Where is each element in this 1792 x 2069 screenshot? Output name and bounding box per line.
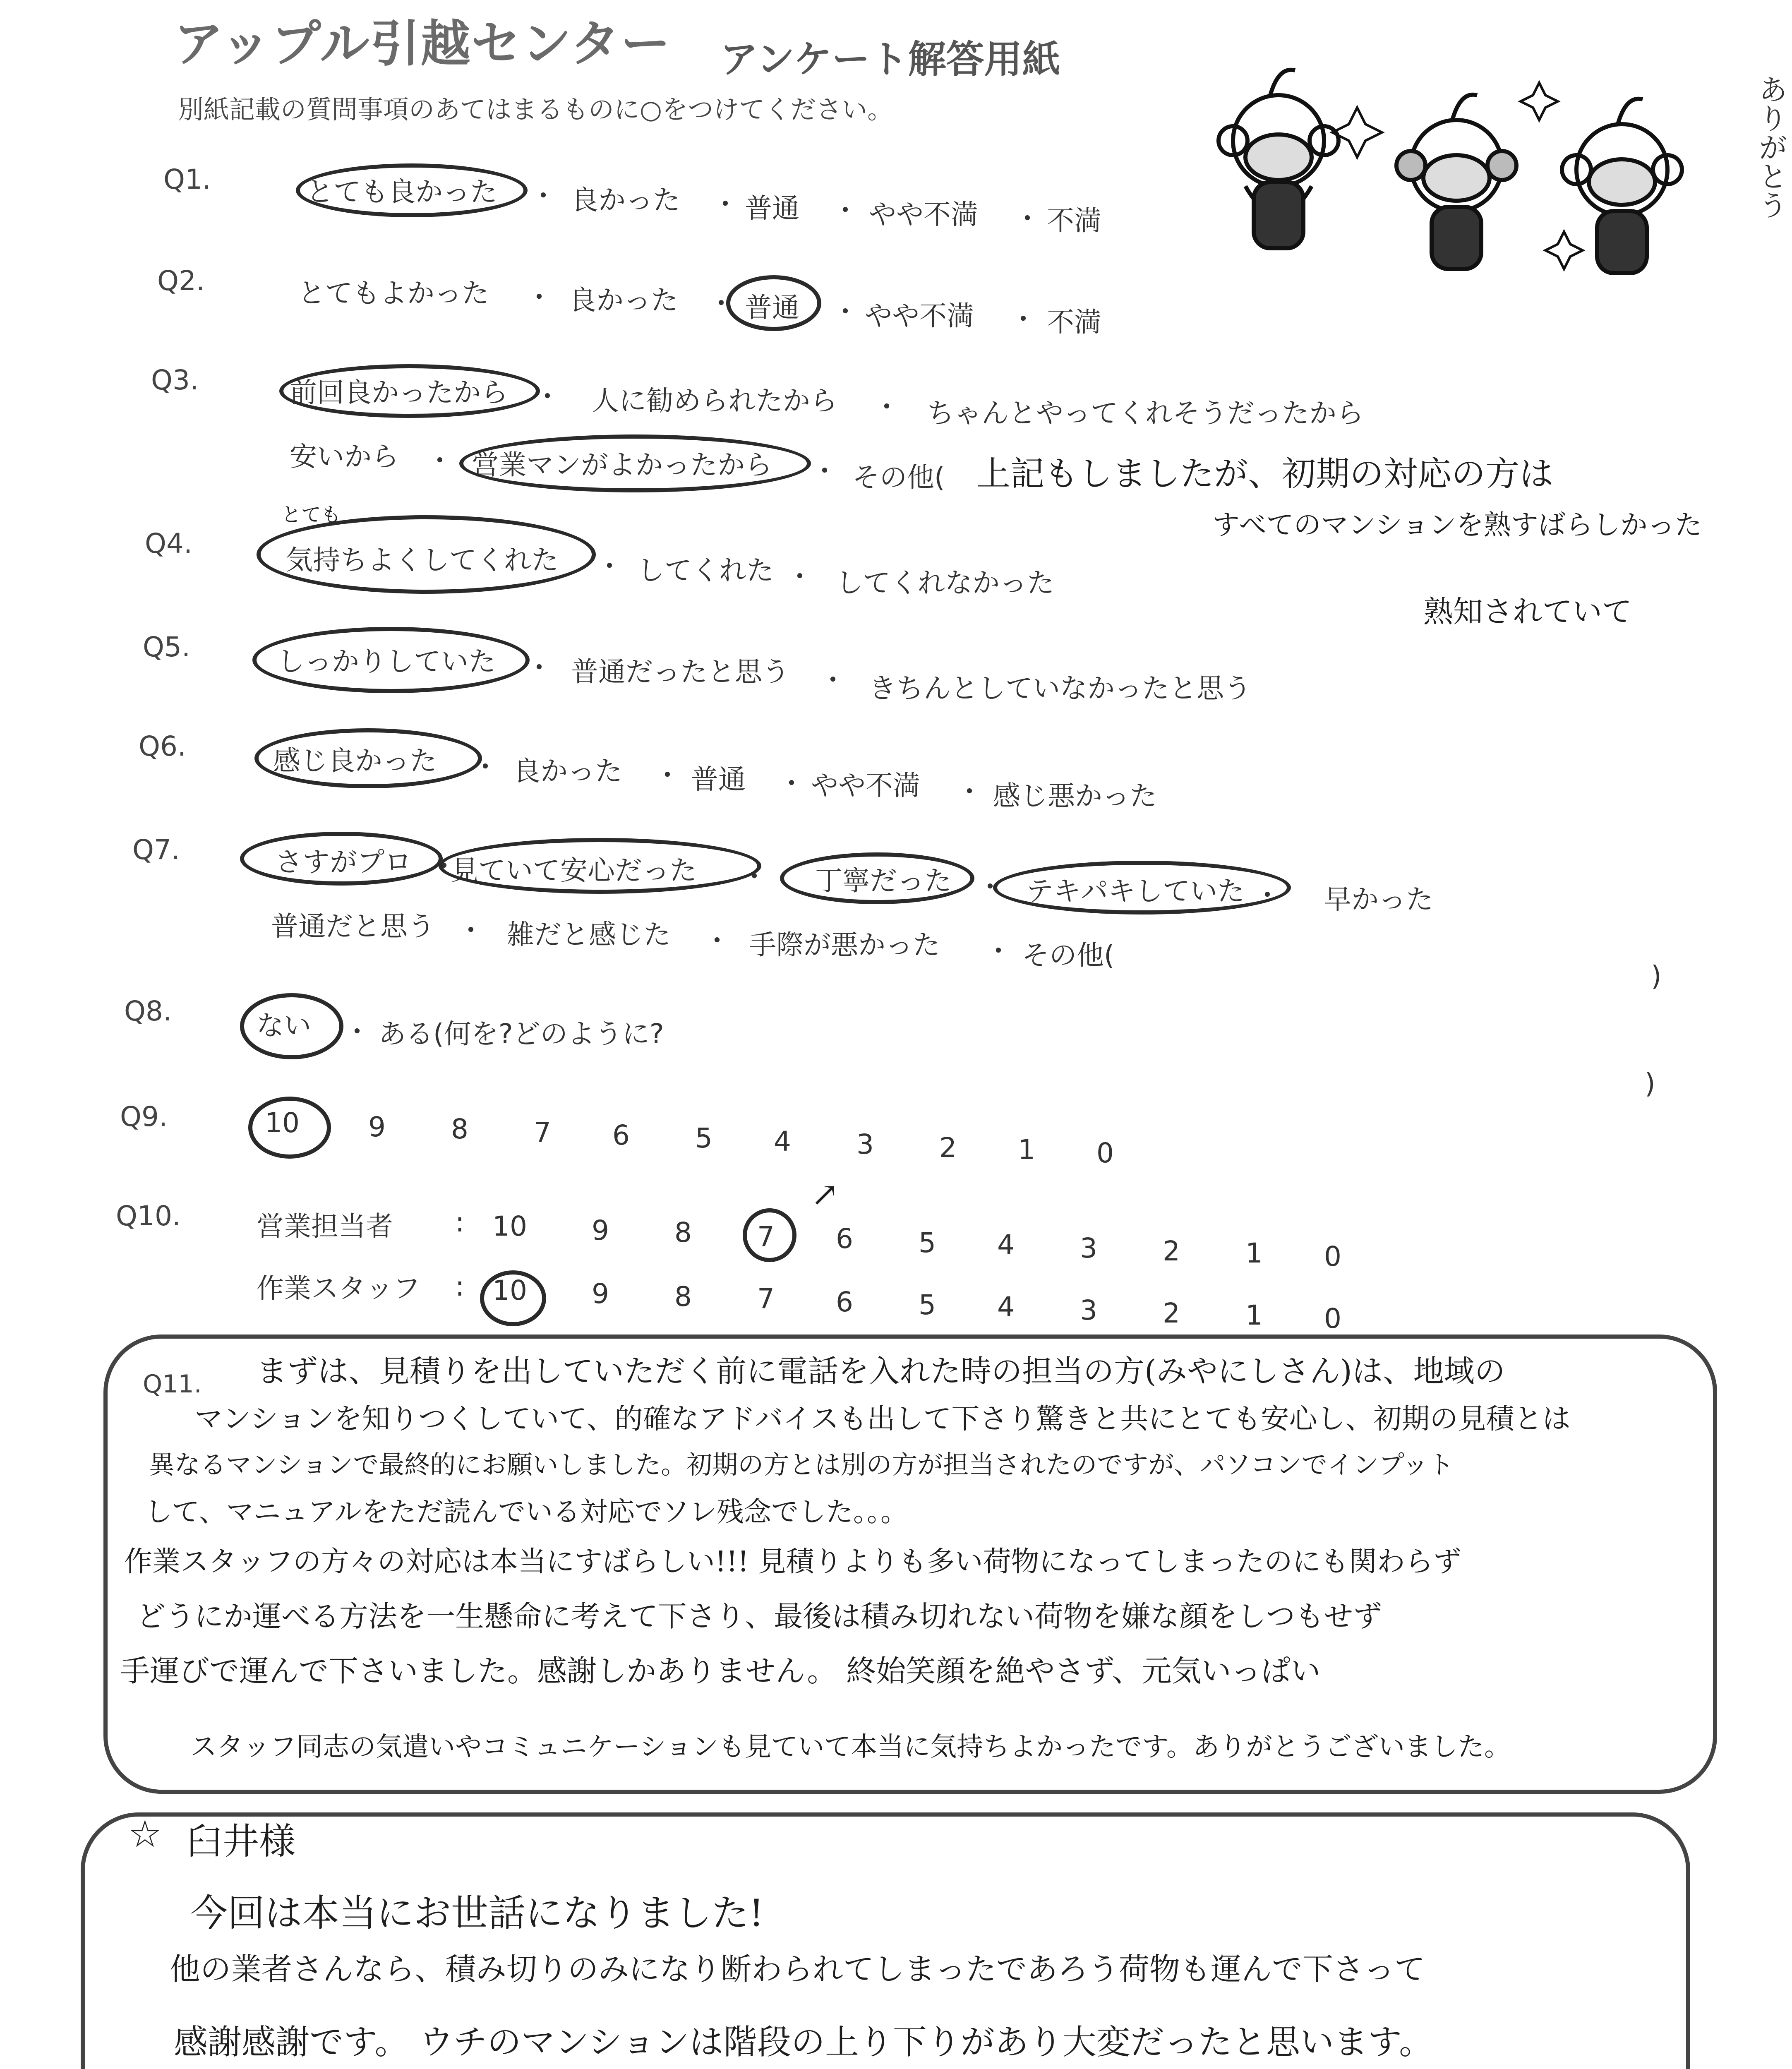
q9-scale-4[interactable]: 4 (774, 1126, 791, 1157)
q10-staff-1[interactable]: 1 (1245, 1299, 1263, 1331)
q2-sep: ・ (832, 296, 859, 328)
q3-other-handwriting-2: すべてのマンションを熟すばらしかった (1212, 509, 1702, 541)
q10-label: Q10. (116, 1200, 181, 1232)
q7-option-7[interactable]: 雑だと感じた (507, 919, 671, 950)
q10-staff-label: 作業スタッフ (257, 1272, 420, 1304)
q2-option-1[interactable]: とてもよかった (298, 277, 489, 309)
q10-staff-colon: : (455, 1270, 465, 1302)
q7-selected-circle-2 (439, 838, 761, 894)
q7-sep: ・ (985, 935, 1012, 967)
q7-selected-circle-3 (780, 852, 974, 904)
q3-selected-circle-2 (459, 434, 811, 492)
q6-option-1[interactable]: 感じ良かった (273, 745, 437, 777)
q9-scale-10[interactable]: 10 (265, 1107, 300, 1139)
q4-label: Q4. (145, 528, 192, 559)
q8-option-2[interactable]: ある(何を?どのように? (379, 1018, 664, 1050)
q7-label: Q7. (132, 834, 180, 866)
q7-option-5[interactable]: 早かった (1324, 883, 1433, 915)
q11-label: Q11. (143, 1370, 202, 1399)
q3-other-handwriting-1: 上記もしましたが、初期の対応の方は (976, 454, 1554, 494)
q7-sep: ・ (430, 850, 458, 882)
q9-scale-8[interactable]: 8 (451, 1113, 468, 1145)
q3-sep: ・ (873, 391, 900, 423)
q2-option-3[interactable]: 普通 (745, 292, 799, 324)
reply-line-3: 感謝感謝です。 ウチのマンションは階段の上り下りがあり大変だったと思います。 (174, 2023, 1433, 2062)
q10-staff-4[interactable]: 4 (997, 1291, 1015, 1323)
q4-selected-circle (257, 515, 596, 594)
q2-option-4[interactable]: やや不満 (865, 300, 974, 332)
q6-option-3[interactable]: 普通 (691, 763, 746, 795)
q2-option-2[interactable]: 良かった (569, 284, 678, 316)
q11-line-6: どうにか運べる方法を一生懸命に考えて下さり、最後は積み切れない荷物を嫌な顔をしつもせず (137, 1599, 1382, 1633)
q3-sep: ・ (534, 381, 561, 413)
q10-staff-0[interactable]: 0 (1324, 1303, 1341, 1335)
q7-option-9[interactable]: その他( (1022, 939, 1115, 971)
q7-option-4[interactable]: テキパキしていた (1026, 875, 1245, 907)
q4-sep: ・ (786, 561, 813, 593)
q1-sep: ・ (832, 194, 859, 226)
q10-staff-5[interactable]: 5 (919, 1289, 936, 1321)
q7-option-8[interactable]: 手際が悪かった (749, 929, 940, 961)
q10-sales-8[interactable]: 8 (674, 1217, 692, 1248)
q3-selected-circle-1 (279, 364, 540, 418)
q9-scale-5[interactable]: 5 (695, 1122, 712, 1154)
q10-sales-0[interactable]: 0 (1324, 1241, 1341, 1272)
q10-sales-colon: : (455, 1206, 465, 1238)
reply-line-1: 今回は本当にお世話になりました! (190, 1891, 764, 1935)
q6-label: Q6. (139, 730, 186, 762)
q4-option-3[interactable]: してくれなかった (836, 567, 1054, 599)
q1-sep: ・ (1014, 203, 1041, 235)
q1-option-5[interactable]: 不満 (1047, 205, 1101, 237)
q1-sep: ・ (712, 188, 739, 220)
thanks-vertical-text: ありがとう (1754, 74, 1788, 219)
q7-option-3[interactable]: 丁寧だった (815, 865, 952, 897)
q3-option-6[interactable]: その他( (852, 461, 945, 493)
q5-option-2[interactable]: 普通だったと思う (571, 656, 789, 688)
q10-staff-7[interactable]: 7 (757, 1283, 775, 1315)
q11-line-3: 異なるマンションで最終的にお願いしました。初期の方とは別の方が担当されたのですが、パソコンでインプット (149, 1450, 1454, 1480)
q9-scale-1[interactable]: 1 (1018, 1134, 1035, 1166)
q4-option-1[interactable]: 気持ちよくしてくれた (285, 544, 559, 576)
q2-sep: ・ (708, 288, 735, 319)
q10-sales-selected-circle (743, 1208, 796, 1262)
company-title: アップル引越センター (174, 15, 671, 73)
instruction-text: 別紙記載の質問事項のあてはまるものに○をつけてください。 (178, 94, 893, 125)
q5-selected-circle (252, 627, 530, 693)
q5-option-1[interactable]: しっかりしていた (277, 646, 496, 677)
q3-option-2[interactable]: 人に勧められたから (592, 385, 837, 417)
q8-close-paren: ) (1645, 1068, 1655, 1099)
q7-close-paren: ) (1651, 960, 1662, 992)
q10-sales-label: 営業担当者 (257, 1210, 393, 1242)
q2-sep: ・ (525, 281, 553, 313)
q5-sep: ・ (819, 664, 847, 696)
q7-sep: ・ (457, 914, 485, 946)
q1-option-1[interactable]: とても良かった (306, 176, 497, 208)
q6-sep: ・ (472, 751, 499, 783)
q6-option-2[interactable]: 良かった (513, 755, 622, 787)
q8-sep: ・ (343, 1016, 371, 1048)
q9-scale-2[interactable]: 2 (939, 1132, 957, 1164)
q6-selected-circle (254, 728, 482, 788)
q10-sales-5[interactable]: 5 (919, 1227, 936, 1259)
q1-sep: ・ (530, 180, 557, 212)
star-icon: ☆ (128, 1812, 162, 1856)
q9-selected-circle (248, 1097, 331, 1159)
q9-scale-9[interactable]: 9 (368, 1111, 386, 1143)
q10-staff-6[interactable]: 6 (836, 1286, 853, 1318)
q11-line-1: まずは、見積りを出していただく前に電話を入れた時の担当の方(みやにしさん)は、地域の (257, 1354, 1505, 1389)
q10-sales-7[interactable]: 7 (757, 1221, 775, 1253)
q3-sep: ・ (811, 455, 838, 487)
q5-option-3[interactable]: きちんとしていなかったと思う (869, 672, 1251, 704)
q1-label: Q1. (163, 163, 211, 195)
q2-sep: ・ (1010, 303, 1037, 335)
q6-option-5[interactable]: 感じ悪かった (993, 780, 1157, 812)
form-subtitle: アンケート解答用紙 (720, 37, 1060, 82)
q7-option-2[interactable]: 見ていて安心だった (451, 854, 697, 886)
q4-sep: ・ (596, 550, 623, 582)
q10-staff-3[interactable]: 3 (1080, 1294, 1097, 1326)
q5-sep: ・ (525, 652, 553, 684)
q9-scale-6[interactable]: 6 (612, 1119, 630, 1151)
q7-option-1[interactable]: さすがプロ (275, 846, 412, 878)
q7-selected-circle-1 (240, 832, 443, 886)
q10-staff-2[interactable]: 2 (1163, 1297, 1180, 1329)
q11-line-4: して、マニュアルをただ読んでいる対応でソレ残念でした。。。 (145, 1496, 908, 1528)
q4-option-2[interactable]: してくれた (637, 554, 774, 586)
q10-sales-10[interactable]: 10 (492, 1210, 527, 1242)
reply-line-2: 他の業者さんなら、積み切りのみになり断わられてしまったであろう荷物も運んで下さって (170, 1951, 1425, 1987)
q10-staff-selected-circle (480, 1270, 546, 1326)
q9-scale-3[interactable]: 3 (856, 1128, 874, 1160)
q3-option-4[interactable]: 安いから (290, 441, 399, 473)
q9-scale-0[interactable]: 0 (1096, 1137, 1114, 1169)
q6-option-4[interactable]: やや不満 (811, 770, 920, 802)
q11-line-2: マンションを知りつくしていて、的確なアドバイスも出して下さり驚きと共にとても安心し、初期の見積とは (194, 1403, 1571, 1435)
q10-staff-8[interactable]: 8 (674, 1281, 692, 1313)
q9-label: Q9. (120, 1101, 168, 1133)
q1-option-4[interactable]: やや不満 (869, 199, 978, 230)
q10-sales-1[interactable]: 1 (1245, 1237, 1263, 1269)
q6-sep: ・ (956, 776, 983, 808)
q11-line-5: 作業スタッフの方々の対応は本当にすばらしい!!! 見積りよりも多い荷物になってしまったのにも関わらず (124, 1546, 1461, 1578)
q1-option-3[interactable]: 普通 (745, 192, 799, 224)
q8-selected-circle (240, 993, 343, 1059)
q10-sales-4[interactable]: 4 (997, 1229, 1015, 1261)
q11-line-7: 手運びで運んで下さいました。感謝しかありません。 終始笑顔を絶やさず、元気いっぱい (120, 1654, 1321, 1688)
q3-option-1[interactable]: 前回良かったから (290, 377, 508, 408)
q7-sep: ・ (741, 861, 768, 893)
q10-sales-9[interactable]: 9 (592, 1215, 609, 1246)
q1-option-2[interactable]: 良かった (571, 184, 680, 216)
q6-sep: ・ (778, 768, 805, 799)
q2-selected-circle (726, 275, 821, 331)
reply-salutation: 臼井様 (186, 1820, 296, 1863)
q7-sep: ・ (976, 871, 1004, 903)
q3-option-3[interactable]: ちゃんとやってくれそうだったから (927, 397, 1364, 429)
q7-sep: ・ (1254, 879, 1281, 911)
q4-handwritten-note: とても (281, 503, 341, 526)
q8-option-1[interactable]: ない (257, 1010, 311, 1042)
q7-sep: ・ (703, 925, 731, 957)
q10-sales-2[interactable]: 2 (1163, 1235, 1180, 1267)
q6-sep: ・ (654, 759, 681, 791)
q2-option-5[interactable]: 不満 (1047, 306, 1101, 338)
q10-sales-6[interactable]: 6 (836, 1223, 853, 1255)
q9-scale-7[interactable]: 7 (534, 1116, 551, 1148)
q8-label: Q8. (124, 995, 172, 1027)
q7-option-6[interactable]: 普通だと思う (271, 910, 435, 942)
q5-label: Q5. (143, 631, 190, 663)
q10-staff-10[interactable]: 10 (492, 1275, 527, 1306)
q10-staff-9[interactable]: 9 (592, 1278, 609, 1310)
q3-label: Q3. (151, 364, 199, 396)
q11-line-8: スタッフ同志の気遣いやコミュニケーションも見ていて本当に気持ちよかったです。ありがとうございました。 (190, 1732, 1511, 1762)
q3-option-5[interactable]: 営業マンがよかったから (472, 449, 772, 481)
q10-sales-3[interactable]: 3 (1080, 1232, 1097, 1264)
q3-other-handwriting-3: 熟知されていて (1423, 594, 1632, 629)
q1-selected-circle (296, 163, 528, 217)
q3-sep: ・ (426, 445, 453, 477)
q7-selected-circle-4 (993, 861, 1291, 914)
q2-label: Q2. (157, 265, 205, 297)
q10-sales-arrow: ↗ (811, 1175, 839, 1214)
monkey-mascots-illustration (1208, 58, 1754, 290)
